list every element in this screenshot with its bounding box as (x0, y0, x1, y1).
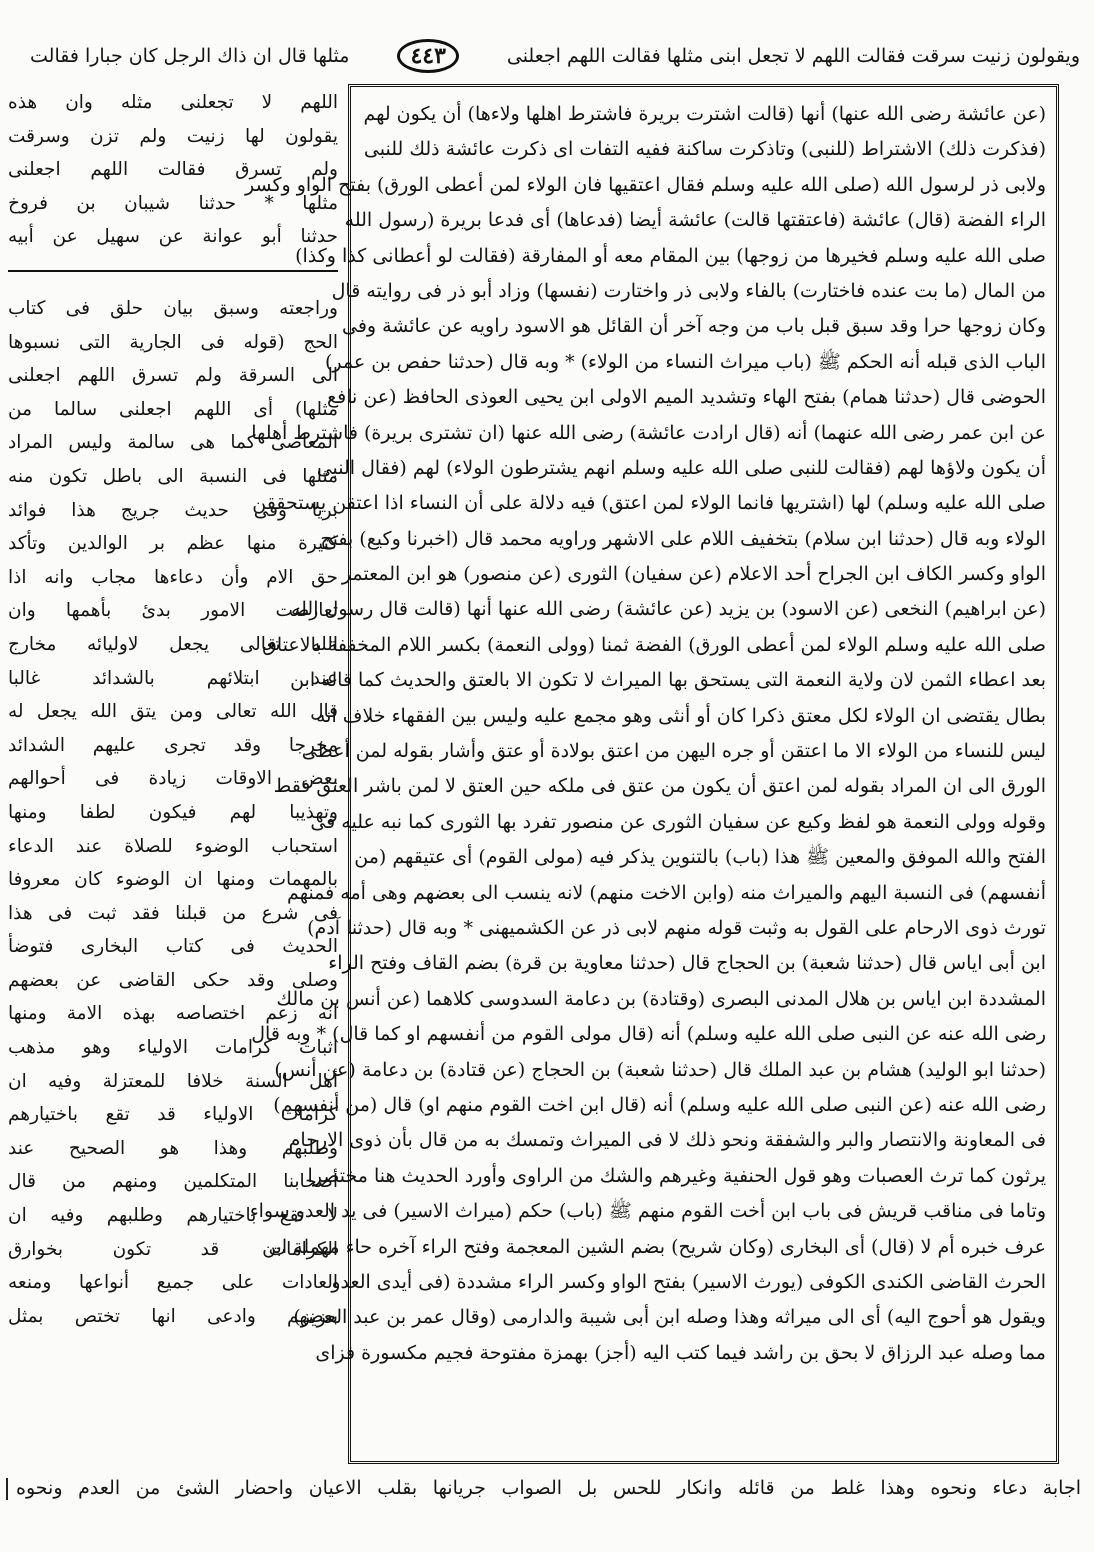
margin-line: المعاصى كما هى سالمة وليس المراد (8, 432, 338, 454)
margin-line: العادات على جميع أنواعها ومنعه (8, 1272, 338, 1294)
margin-divider (8, 270, 338, 272)
margin-line: استحباب الوضوء للصلاة عند الدعاء (8, 835, 338, 857)
main-commentary-text (245, 97, 1046, 1371)
text-line: (عن ابراهيم) النخعى (عن الاسود) بن يزيد (عن عائشة) رضى الله عنها أنها (قالت قال رسول الله (290, 598, 1046, 621)
margin-hadith-text (8, 86, 338, 254)
margin-line: مثلها) أى اللهم اجعلنى سالما من (8, 398, 338, 420)
margin-line: انه زعم اختصاصه بهذه الامة ومنها (8, 1003, 338, 1025)
margin-line: مثلها فى النسبة الى باطل تكون منه (8, 465, 338, 487)
header-running-text-right: ويقولون زنيت سرقت فقالت اللهم لا تجعل ابنى مثلها فقالت اللهم اجعلنى (506, 45, 1080, 67)
text-line: الولاء وبه قال (حدثنا ابن سلام) بتخفيف اللام على الاشهر وراويه محمد قال (اخبرنا وكيع) بفتح (320, 527, 1046, 550)
text-line: صلى الله عليه وسلم الولاء لمن أعطى الورق) الفضة ثمنا (وولى النعمة) بكسر اللام المخففة بالاعتاق (262, 633, 1046, 656)
margin-line: وراجعته وسبق بيان حلق فى كتاب (8, 298, 338, 319)
margin-line: حق الام وأن دعاءها مجاب وانه اذا (8, 566, 338, 588)
margin-line: بعضهم وادعى انها تختص بمثل (8, 1305, 338, 1327)
margin-line: يقولون لها زنيت ولم تزن وسرقت (8, 125, 338, 147)
margin-line: أصحابنا المتكلمين ومنهم من قال (8, 1171, 338, 1193)
text-line: الحرث القاضى الكندى الكوفى (يورث الاسير) بفتح الواو وكسر الراء مشددة (فى أيدى العدو (331, 1270, 1046, 1293)
text-line: أنفسهم) فى النسبة اليهم والميراث منه (وابن الاخت منهم) لانه ينسب الى بعضهم وهى أمه فمنهم (287, 881, 1046, 904)
page-footer-line: اجابة دعاء ونحوه وهذا غلط من قائله وانكار للحس بل الصواب جريانها بقلب الاعيان واحضار الشئ من العدم ونحوه (16, 1477, 1081, 1499)
text-line: الفتح والله الموفق والمعين ﷺ هذا (باب) بالتنوين يذكر فيه (مولى القوم) أى عتيقهم (من (354, 846, 1046, 869)
text-line: الواو وكسر الكاف ابن الجراح أحد الاعلام (عن سفيان) الثورى (عن منصور) هو ابن المعتمر (341, 563, 1046, 586)
header-running-text-left: مثلها قال ان ذاك الرجل كان جبارا فقالت (30, 45, 350, 67)
page-number: ٤٤٣ (397, 39, 458, 73)
text-line: يرثون كما ترث العصبات وهو قول الحنفية وغيرهم والشك من الراوى وأورد الحديث هنا مختصرا (307, 1164, 1046, 1187)
text-line: (حدثنا ابو الوليد) هشام بن عبد الملك قال (حدثنا شعبة) بن الحجاج (عن قتادة) بن دعامة (عن أنس) (274, 1058, 1046, 1081)
margin-line: بالمهمات ومنها ان الوضوء كان معروفا (8, 869, 338, 891)
text-line: وتاما فى مناقب قريش فى باب ابن أخت القوم منهم ﷺ (باب) حكم (ميراث الاسير) فى يد العدو سواء (249, 1200, 1046, 1223)
margin-line: ولم تسرق فقالت اللهم اجعلنى (8, 159, 338, 181)
margin-line: عند ابتلائهم بالشدائد غالبا (8, 667, 338, 689)
margin-line: الكرامات قد تكون بخوارق (8, 1238, 338, 1260)
margin-line: الله تعالى يجعل لاوليائه مخارج (8, 633, 338, 655)
text-line: رضى الله عنه (عن النبى صلى الله عليه وسلم) أنه (قال ابن اخت القوم منهم او) قال (من أنفسهم) (273, 1093, 1046, 1116)
text-line: مما وصله عبد الرزاق لا بحق بن راشد فيما كتب اليه (أجز) بهمزة مفتوحة فجيم مكسورة فزاى (315, 1341, 1046, 1364)
margin-line: كثيرة منها عظم بر الوالدين وتأكد (8, 533, 338, 555)
margin-line: مثلها * حدثنا شيبان بن فروخ (8, 192, 338, 214)
margin-line: الحديث فى كتاب البخارى فتوضأ (8, 936, 338, 958)
margin-line: فى شرع من قبلنا فقد ثبت فى هذا (8, 902, 338, 924)
margin-line: الحج (قوله فى الجارية التى نسبوها (8, 331, 338, 353)
margin-line: لا تقع باختيارهم وطلبهم وفيه ان (8, 1205, 338, 1227)
margin-line: وتهذيبا لهم فيكون لطفا ومنها (8, 801, 338, 823)
text-line: وكان زوجها حرا وقد سبق قبل باب من وجه آخر أن القائل هو الاسود راويه عن عائشة وفى (341, 315, 1046, 338)
main-commentary-frame (245, 84, 1059, 1464)
text-line: من المال (ما بت عنده فاختارت) بالفاء ولابى ذر واختارت (نفسها) وزاد أبو ذر فى روايته قال (331, 279, 1046, 302)
text-line: ابن أبى اياس قال (حدثنا شعبة) بن الحجاج قال (حدثنا معاوية بن قرة) بضم القاف وفتح الراء (328, 952, 1046, 975)
edge-mark (6, 1478, 8, 1500)
text-line: ليس للنساء من الولاء الا ما اعتقن أو جره اليهن من اعتق بولادة أو عتق وأشار بقوله لمن أعطى (301, 740, 1046, 763)
text-line: الحوضى قال (حدثنا همام) بفتح الهاء وتشديد الميم الاولى ابن يحيى العوذى الحافظ (عن نافع (327, 386, 1046, 409)
margin-line: اللهم لا تجعلنى مثله وان هذه (8, 92, 338, 113)
text-line: رضى الله عنه عن النبى صلى الله عليه وسلم) أنه (قال مولى القوم من أنفسهم او كما قال) * وبه قال (251, 1023, 1046, 1046)
margin-line: اثبات كرامات الاولياء وهو مذهب (8, 1037, 338, 1059)
text-line: وقوله وولى النعمة هو لفظ وكيع عن سفيان الثورى عن منصور تفرد بها الثورى كما نبه عليه فى (310, 810, 1046, 833)
text-line: فى المعاونة والانتصار والبر والشفقة ونحو ذلك لا فى الميراث وتمسك به من قال بأن ذوى الارحام (288, 1129, 1046, 1152)
text-line: ويقول هو أحوج اليه) أى الى ميراثه وهذا وصله ابن أبى شيبة والدارمى (وقال عمر بن عبد العزيز) (293, 1306, 1046, 1329)
text-line: الراء الفضة (قال) عائشة (فاعتقتها قالت) عائشة أيضا (فدعاها) أى فدعا بريرة (رسول الله (344, 209, 1046, 232)
margin-line: وصلى وقد حكى القاضى عن بعضهم (8, 969, 338, 991)
margin-line: قال الله تعالى ومن يتق الله يجعل له (8, 701, 338, 723)
text-line: بعد اعطاء الثمن لان ولاية النعمة التى يستحق بها الميراث لا تكون الا بالعتق والحديث كما قاله ابن (290, 669, 1046, 692)
margin-line: تعارضت الامور بدئ بأهمها وان (8, 600, 338, 622)
text-line: الورق الى ان المراد بقوله لمن اعتق أن يكون من عتق فى ملكه حين العتق لا لمن باشر العتق فقط (273, 775, 1046, 798)
text-line: تورث ذوى الارحام على القول به وثبت قوله منهم لابى ذر عن الكشميهنى * وبه قال (حدثنا آدم) (307, 916, 1046, 939)
margin-line: وطلبهم وهذا هو الصحيح عند (8, 1137, 338, 1159)
margin-line: حدثنا أبو عوانة عن سهيل عن أبيه (8, 226, 338, 248)
text-line: عرف خبره أم لا (قال) أى البخارى (وكان شريح) بضم الشين المعجمة وفتح الراء آخره حاء مهملة ابن (262, 1235, 1046, 1258)
text-line: المشددة ابن اياس بن هلال المدنى البصرى (وقتادة) بن دعامة السدوسى كلاهما (عن أنس بن مالك (276, 987, 1046, 1010)
text-line: أن يكون ولاؤها لهم (فقالت للنبى صلى الله عليه وسلم انهم يشترطون الولاء) لهم (فقال النبى (316, 456, 1046, 479)
text-line: بطال يقتضى ان الولاء لكل معتق ذكرا كان أو أنثى وهو مجمع عليه وليس بين الفقهاء خلاف انه (315, 704, 1046, 727)
margin-line: كرامات الاولياء قد تقع باختيارهم (8, 1104, 338, 1126)
margin-line: مخرجا وقد تجرى عليهم الشدائد (8, 734, 338, 756)
text-line: الباب الذى قبله أنه الحكم ﷺ (باب ميراث النساء من الولاء) * وبه قال (حدثنا حفص بن عمر) (324, 350, 1046, 373)
text-line: صلى الله عليه وسلم فخيرها من زوجها) بين المقام معه أو المفارقة (فقالت لو أعطانى كذا وكذا) (295, 244, 1046, 267)
margin-line: أهل السنة خلافا للمعتزلة وفيه ان (8, 1070, 338, 1092)
text-line: ولابى ذر لرسول الله (صلى الله عليه وسلم فقال اعتقيها فان الولاء لمن أعطى الورق) بفتح الواو وكسر (245, 173, 1046, 196)
margin-line: الى السرقة ولم تسرق اللهم اجعلنى (8, 365, 338, 387)
margin-sharh-text (8, 292, 338, 1333)
text-line: صلى الله عليه وسلم) لها (اشتريها فانما الولاء لمن اعتق) فيه دلالة على أن النساء اذا اعتقن يستحققن (252, 492, 1046, 515)
margin-line: بعض الاوقات زيادة فى أحوالهم (8, 768, 338, 790)
page-header (30, 38, 1080, 74)
text-line: (فذكرت ذلك) الاشتراط (للنبى) وتاذكرت ساكنة ففيه التفات اى ذكرت عائشة ذلك للنبى (363, 138, 1046, 161)
text-line: عن ابن عمر رضى الله عنهما) أنه (قال ارادت عائشة) رضى الله عنها (ان تشترى بريرة) فاشترط أهلها (251, 421, 1046, 444)
text-line: (عن عائشة رضى الله عنها) أنها (قالت اشترت بريرة فاشترط اهلها ولاءها) أن يكون لهم (363, 103, 1046, 125)
margin-line: بريا وفى حديث جريج هذا فوائد (8, 499, 338, 521)
